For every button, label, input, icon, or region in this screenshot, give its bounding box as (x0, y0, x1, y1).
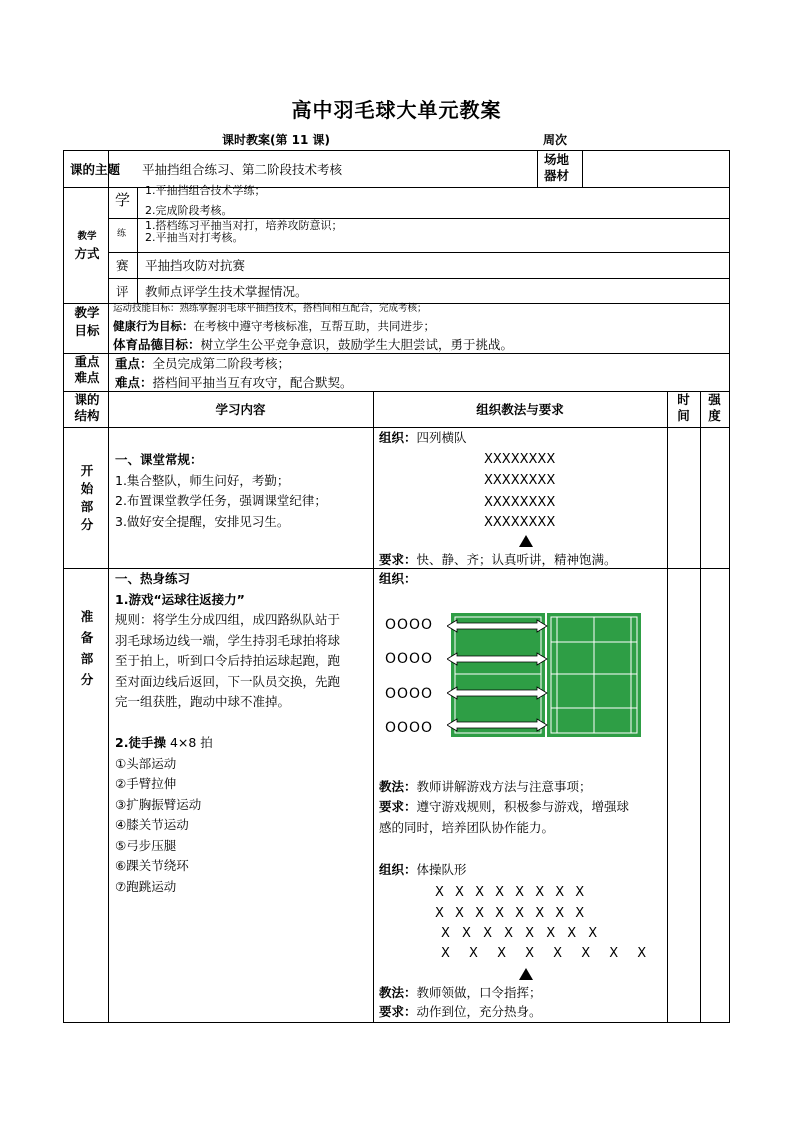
start-org-label: 组织： (379, 430, 417, 445)
intensity-header-2: 度 (708, 408, 721, 423)
start-char-3: 部 (80, 499, 94, 514)
goal-health-label: 健康行为目标： (113, 319, 194, 333)
difficult-point-text: 搭档间平抽当互有攻守，配合默契。 (152, 375, 353, 390)
gym-item-7: ⑦跑跳运动 (115, 878, 177, 894)
key-label (68, 354, 106, 386)
team-circles-4: OOOO (385, 720, 434, 736)
prep-method2-label: 教法： (379, 985, 417, 1000)
start-formation-row-3: XXXXXXXX (484, 495, 556, 510)
lesson-number: 课时教案(第 11 课) (222, 133, 331, 147)
prep-req-label: 要求： (379, 799, 417, 814)
start-content (115, 450, 327, 532)
badminton-court-diagram (447, 612, 643, 738)
intensity-header (700, 392, 729, 424)
game-rule-line-5: 完一组获胜，跑动中球不准掉。 (115, 694, 291, 709)
prep-org-label: 组织： (379, 571, 417, 586)
game-rule-line-1: 将学生分成四组，成四路纵队站于 (152, 612, 341, 627)
goal-skill: 运动技能目标：熟练掌握羽毛球平抽挡技术，搭档间相互配合，完成考核； (113, 303, 427, 314)
key-point-text: 全员完成第二阶段考核； (152, 356, 291, 371)
method-label-bottom: 方式 (74, 246, 100, 261)
team-circles-1: OOOO (385, 617, 434, 633)
gym-formation-row-2: X X X X X X X X (435, 906, 585, 921)
xue-line-1: 1.平抽挡组合技术学练； (145, 184, 266, 197)
goal-moral (113, 337, 513, 352)
prep-method-text: 教师讲解游戏方法与注意事项； (416, 779, 592, 794)
venue-label: 场地 器材 (544, 152, 570, 183)
gym-item-2: ②手臂拉伸 (115, 776, 177, 791)
theme-value: 平抽挡组合练习、第二阶段技术考核 (142, 162, 343, 177)
goals-label (68, 304, 106, 340)
prep-req2 (379, 1004, 542, 1019)
prep-content (115, 569, 340, 897)
start-org-text: 四列横队 (416, 430, 467, 445)
method-label (70, 228, 104, 262)
start-req-text: 快、静、齐；认真听讲，精神饱满。 (416, 552, 617, 567)
prep-method2 (379, 985, 542, 1000)
start-formation-row-4: XXXXXXXX (484, 515, 556, 530)
prep-char-2: 备 (80, 630, 94, 645)
start-formation-row-2: XXXXXXXX (484, 473, 556, 488)
prep-char-4: 分 (80, 672, 94, 687)
ping-label: 评 (116, 284, 129, 299)
prep-org2-text: 体操队形 (416, 862, 467, 877)
key-label-2: 难点 (74, 370, 100, 385)
start-char-4: 分 (80, 517, 94, 532)
game-rule-label: 规则： (115, 612, 153, 627)
goal-moral-label: 体育品德目标： (113, 337, 201, 352)
teacher-triangle-icon-2 (519, 968, 533, 980)
start-org (379, 430, 467, 445)
xue-label: 学 (115, 191, 131, 209)
gym-beats: 4×8 拍 (169, 735, 213, 750)
start-heading: 一、课堂常规： (115, 452, 203, 467)
start-item-1: 1.集合整队，师生问好，考勤； (115, 472, 290, 488)
prep-char-3: 部 (80, 651, 94, 666)
game-rule-line-3: 至于拍上，听到口令后持拍运球起跑，跑 (115, 653, 341, 668)
org-header: 组织教法与要求 (476, 402, 564, 417)
start-formation-row-1: XXXXXXXX (484, 452, 556, 467)
start-char-2: 始 (80, 481, 94, 496)
start-req (379, 552, 617, 567)
lian-label: 练 (117, 229, 127, 239)
prep-org2-label: 组织： (379, 862, 417, 877)
court-left (451, 613, 545, 737)
start-char-1: 开 (80, 463, 94, 478)
start-item-2: 2.布置课堂教学任务，强调课堂纪律； (115, 493, 327, 508)
game-rule-line-2: 羽毛球场边线一端，学生持羽毛球拍将球 (115, 632, 341, 648)
time-header (667, 392, 700, 424)
week-label: 周次 (543, 133, 568, 147)
team-circles-2: OOOO (385, 651, 434, 667)
teacher-triangle-icon (519, 535, 533, 547)
key-point (115, 356, 290, 371)
prep-org2 (379, 862, 467, 877)
gym-item-5: ⑤弓步压腿 (115, 837, 177, 853)
sai-text: 平抽挡攻防对抗赛 (145, 258, 246, 273)
goal-health-text: 在考核中遵守考核标准，互帮互助，共同进步； (193, 319, 435, 333)
goals-label-1: 教学 (74, 305, 100, 320)
prep-method-label: 教法： (379, 779, 417, 794)
time-header-2: 间 (677, 408, 690, 423)
prep-req-text-1: 遵守游戏规则，积极参与游戏，增强球 (416, 799, 630, 814)
gym-formation-row-3: X X X X X X X X (441, 926, 598, 941)
prep-req-line-2: 感的同时，培养团队协作能力。 (379, 820, 555, 835)
start-section-label (68, 462, 106, 534)
xue-line-2: 2.完成阶段考核。 (145, 204, 233, 217)
gym-formation-row-1: X X X X X X X X (435, 885, 585, 900)
gym-formation-row-4: X X X X X X X X (441, 946, 647, 961)
start-req-label: 要求： (379, 552, 417, 567)
sai-label: 赛 (116, 258, 129, 273)
structure-header-2: 结构 (74, 408, 100, 423)
gym-item-6: ⑥踝关节绕环 (115, 858, 189, 873)
key-point-label: 重点： (115, 356, 153, 371)
difficult-point (115, 375, 353, 390)
goals-label-2: 目标 (74, 323, 100, 338)
gym-item-1: ①头部运动 (115, 755, 177, 771)
prep-req2-text: 动作到位，充分热身。 (416, 1004, 542, 1019)
lian-line-2: 2.平抽当对打考核。 (145, 231, 244, 244)
prep-method2-text: 教师领做，口令指挥； (416, 985, 542, 1000)
structure-header-1: 课的 (74, 392, 100, 407)
game-title: 1.游戏“运球往返接力” (115, 591, 245, 607)
prep-heading: 一、热身练习 (115, 571, 191, 586)
prep-req-line-1 (379, 799, 629, 814)
prep-method (379, 779, 592, 794)
time-header-1: 时 (677, 392, 690, 407)
start-item-3: 3.做好安全提醒，安排见习生。 (115, 513, 290, 529)
game-rule-line-4: 至对面边线后返回，下一队员交换，先跑 (115, 673, 341, 689)
gym-item-4: ④膝关节运动 (115, 817, 189, 832)
prep-req2-label: 要求： (379, 1004, 417, 1019)
goal-moral-text: 树立学生公平竞争意识，鼓励学生大胆尝试，勇于挑战。 (200, 337, 514, 352)
prep-section-label (68, 606, 106, 690)
gym-item-3: ③扩胸振臂运动 (115, 796, 202, 812)
intensity-header-1: 强 (708, 392, 721, 407)
structure-header (68, 392, 106, 424)
content-header: 学习内容 (215, 402, 266, 417)
key-label-1: 重点 (74, 354, 100, 369)
prep-char-1: 准 (80, 609, 94, 624)
lian-line-1: 1.搭档练习平抽当对打，培养攻防意识； (145, 219, 343, 232)
goal-health (113, 320, 435, 334)
method-label-top: 教学 (77, 231, 97, 242)
theme-label: 课的主题 (70, 162, 121, 177)
difficult-point-label: 难点： (115, 375, 153, 390)
ping-text: 教师点评学生技术掌握情况。 (145, 284, 308, 299)
document-title: 高中羽毛球大单元教案 (291, 98, 502, 122)
team-circles-3: OOOO (385, 686, 434, 702)
gym-title: 2.徒手操 (115, 735, 166, 750)
